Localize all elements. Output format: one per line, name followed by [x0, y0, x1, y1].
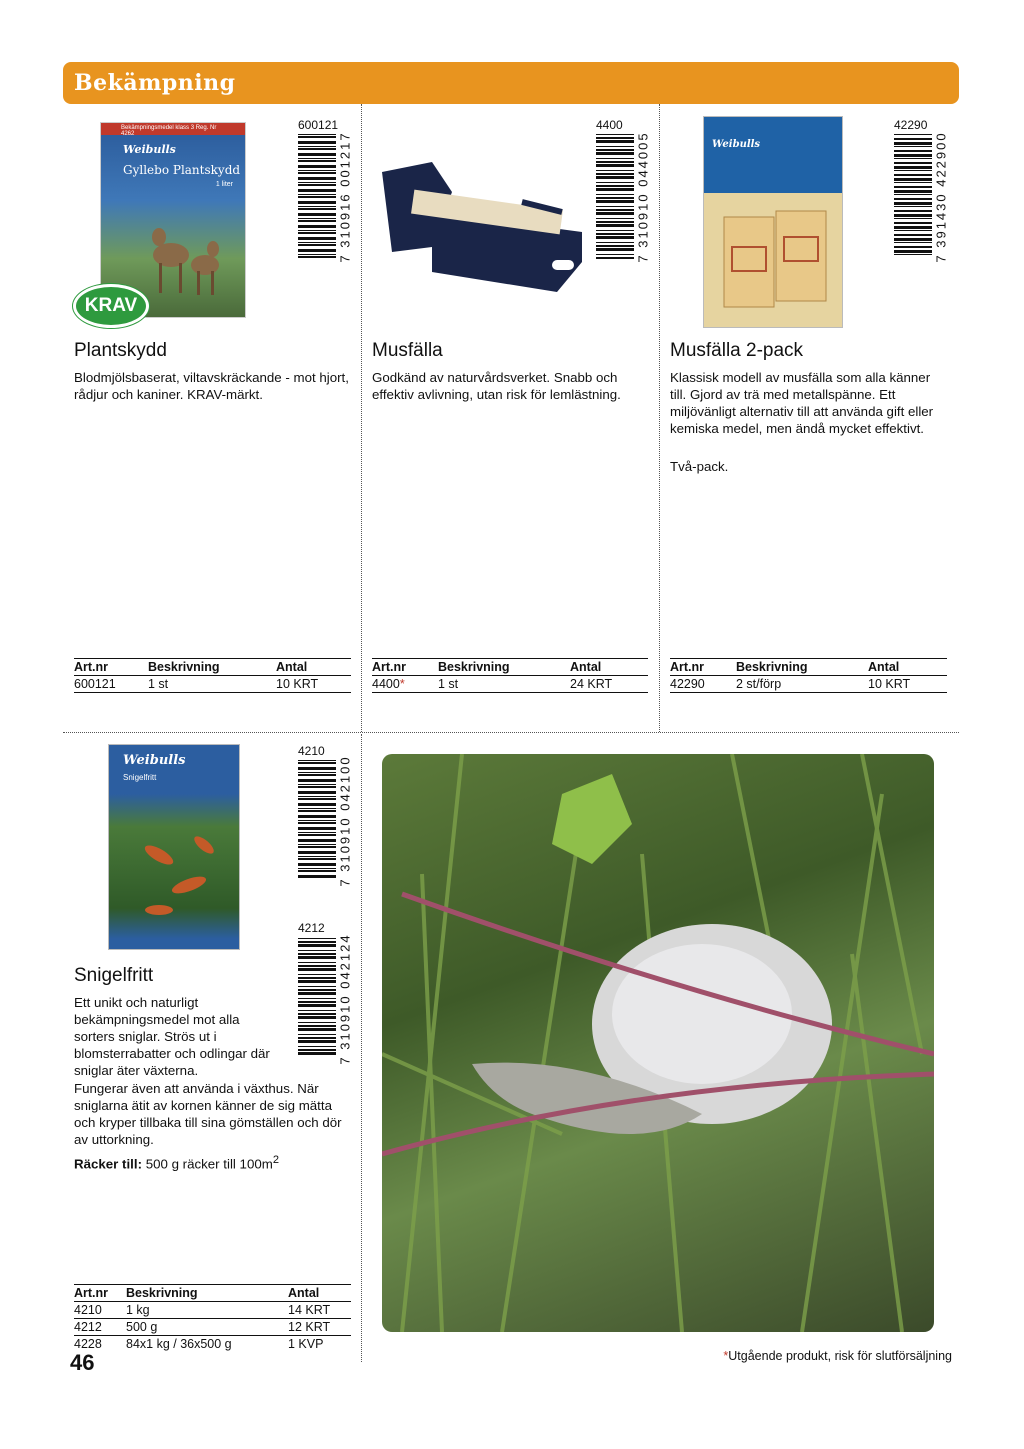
barcode-line	[298, 165, 336, 168]
barcode-line	[596, 164, 634, 167]
barcode-line	[298, 822, 336, 824]
barcode-line	[596, 182, 634, 183]
barcode-line	[298, 256, 336, 258]
barcode-line	[298, 791, 336, 794]
barcode-line	[298, 832, 336, 833]
coverage-label: Räcker till:	[74, 1156, 142, 1172]
barcode-line	[298, 230, 336, 231]
barcode-line	[298, 820, 336, 821]
deer-illustration	[141, 215, 231, 305]
barcode-line	[298, 856, 336, 857]
barcode-line	[596, 137, 634, 139]
barcode-line	[894, 250, 932, 253]
barcode-line	[298, 213, 336, 216]
barcode-line	[298, 254, 336, 255]
barcode	[894, 131, 950, 263]
cell-artnr: 600121	[74, 676, 148, 693]
header-antal: Antal	[570, 659, 648, 676]
wooden-traps-illustration	[718, 207, 830, 319]
barcode-digits: 7 310910 042124	[337, 933, 353, 1065]
barcode-line	[298, 225, 336, 228]
barcode-line	[298, 1025, 336, 1027]
barcode-line	[596, 221, 634, 223]
barcode-line	[298, 839, 336, 842]
barcode-line	[298, 844, 336, 845]
barcode-line	[298, 232, 336, 234]
barcode-line	[596, 224, 634, 227]
barcode-digits: 7 310910 042100	[337, 755, 353, 887]
barcode-line	[298, 868, 336, 869]
barcode-line	[894, 202, 932, 205]
barcode-line	[298, 998, 336, 999]
barcode-line	[298, 772, 336, 773]
row-divider	[63, 732, 959, 733]
cell-antal: 10 KRT	[276, 676, 351, 693]
product-description: Ett unikt och naturligt bekämpningsmedel mot alla sorters sniglar. Strös ut i blomsterrabatter och odlingar där sniglar äter växterna.	[74, 995, 270, 1078]
barcode-line	[298, 1028, 336, 1031]
header-antal: Antal	[276, 659, 351, 676]
barcode-digits: 7 391430 422900	[933, 131, 949, 263]
barcode-bars	[298, 134, 336, 260]
header-antal: Antal	[288, 1285, 351, 1302]
barcode-line	[596, 212, 634, 215]
barcode-line	[298, 158, 336, 159]
barcode-line	[298, 798, 336, 800]
cell-artnr: 4210	[74, 1302, 126, 1319]
barcode-line	[298, 237, 336, 240]
barcode-line	[298, 827, 336, 830]
barcode-bars	[894, 134, 932, 260]
barcode-line	[596, 152, 634, 155]
package-name: Snigelfritt	[123, 773, 157, 782]
cell-artnr: 4228	[74, 1337, 102, 1352]
barcode-line	[298, 941, 336, 943]
barcode-line	[894, 146, 932, 147]
product-description: Godkänd av naturvårdsverket. Snabb och effektiv avlivning, utan risk för lemlästning.	[372, 370, 621, 402]
barcode-bars	[298, 938, 336, 1060]
product-title: Musfälla	[372, 340, 443, 361]
product-description-extra: Två-pack.	[670, 459, 729, 474]
barcode-line	[596, 146, 634, 147]
barcode-line	[298, 1049, 336, 1051]
package-volume: 1 liter	[215, 181, 233, 188]
table-row	[74, 1319, 351, 1336]
barcode-line	[298, 189, 336, 192]
barcode-line	[596, 218, 634, 219]
cell-antal: 1 KVP	[288, 1337, 324, 1352]
barcode-line	[894, 242, 932, 243]
coverage-superscript: 2	[272, 1154, 279, 1166]
barcode-line	[298, 834, 336, 836]
barcode-line	[298, 1001, 336, 1003]
barcode-bars	[596, 134, 634, 260]
coverage-text: 500 g räcker till 100m	[145, 1156, 273, 1172]
barcode-line	[298, 153, 336, 156]
barcode-line	[298, 182, 336, 183]
barcode-line	[298, 220, 336, 222]
barcode-line	[298, 870, 336, 872]
table-row	[74, 1336, 351, 1353]
barcode-line	[298, 1040, 336, 1043]
barcode-line	[298, 242, 336, 243]
barcode-line	[596, 257, 634, 259]
barcode-line	[894, 162, 932, 164]
cell-antal: 14 KRT	[288, 1302, 351, 1319]
barcode-line	[298, 810, 336, 812]
slugs-illustration	[119, 815, 229, 935]
barcode-line	[894, 158, 932, 159]
product-description: Klassisk modell av musfälla som alla känner till. Gjord av trä med metallspänne. Ett miljövänligt alternativ till att använda gift eller kemiska medel, men ändå mycket effektivt.	[670, 370, 934, 436]
barcode-line	[298, 762, 336, 764]
cell-beskrivning: 1 st	[438, 676, 570, 693]
mousetrap-2pack-product-image	[703, 116, 843, 328]
barcode-line	[298, 1022, 336, 1023]
barcode-line	[298, 968, 336, 971]
barcode-digits: 7 310910 044005	[635, 131, 651, 263]
barcode-line	[596, 200, 634, 203]
brand-logo: Weibulls	[123, 143, 176, 156]
barcode-line	[298, 1034, 336, 1035]
barcode-line	[298, 1004, 336, 1007]
barcode-line	[298, 974, 336, 975]
barcode-line	[596, 197, 634, 199]
barcode-line	[596, 230, 634, 231]
barcode-line	[894, 206, 932, 207]
barcode-line	[596, 236, 634, 239]
barcode-bars	[298, 760, 336, 882]
barcode-line	[298, 218, 336, 219]
barcode-line	[298, 1052, 336, 1055]
barcode-line	[298, 177, 336, 180]
barcode-line	[596, 173, 634, 175]
cell-beskrivning: 2 st/förp	[736, 676, 868, 693]
page-number: 46	[70, 1350, 95, 1375]
cell-antal: 10 KRT	[868, 676, 947, 693]
barcode-line	[894, 174, 932, 176]
barcode-line	[894, 238, 932, 241]
coverage-info	[74, 1152, 354, 1172]
header-beskrivning: Beskrivning	[438, 659, 570, 676]
barcode-line	[298, 784, 336, 785]
barcode-line	[298, 194, 336, 195]
sku-label: 42290	[894, 118, 928, 132]
section-title: Bekämpning	[74, 70, 236, 96]
barcode-line	[596, 170, 634, 171]
barcode-line	[596, 194, 634, 195]
barcode-line	[298, 148, 336, 150]
barcode-line	[298, 938, 336, 939]
barcode-line	[298, 950, 336, 951]
cell-beskrivning: 1 st	[148, 676, 276, 693]
header-artnr: Art.nr	[74, 1285, 126, 1302]
barcode-line	[298, 858, 336, 860]
cell-artnr: 42290	[670, 676, 736, 693]
barcode-line	[596, 161, 634, 163]
discontinued-asterisk: *	[399, 677, 405, 691]
barcode-line	[298, 206, 336, 207]
barcode-line	[894, 194, 932, 195]
barcode-line	[298, 1010, 336, 1011]
header-beskrivning: Beskrivning	[148, 659, 276, 676]
barcode-line	[298, 986, 336, 987]
cell-beskrivning: 84x1 kg / 36x500 g	[126, 1337, 232, 1352]
barcode-line	[298, 136, 336, 138]
barcode-line	[298, 851, 336, 854]
header-antal: Antal	[868, 659, 947, 676]
barcode-line	[894, 166, 932, 169]
product-title: Snigelfritt	[74, 965, 154, 986]
barcode-line	[298, 796, 336, 797]
article-table	[670, 658, 947, 693]
barcode-line	[298, 249, 336, 252]
barcode-line	[298, 160, 336, 162]
cell-artnr: 4212	[74, 1319, 126, 1336]
barcode-line	[298, 760, 336, 761]
barcode-line	[596, 209, 634, 211]
header-beskrivning: Beskrivning	[736, 659, 868, 676]
package-name: Gyllebo Plantskydd	[123, 163, 241, 177]
barcode-line	[894, 218, 932, 219]
barcode-line	[894, 178, 932, 181]
barcode	[298, 755, 354, 887]
barcode-line	[298, 208, 336, 210]
barcode-line	[298, 779, 336, 782]
barcode-line	[596, 242, 634, 243]
snigelfritt-product-image	[108, 744, 240, 950]
barcode-line	[894, 134, 932, 135]
barcode-line	[596, 140, 634, 143]
barcode-line	[298, 956, 336, 959]
barcode-line	[894, 214, 932, 217]
cell-beskrivning: 500 g	[126, 1319, 288, 1336]
cell-artnr: 4400*	[372, 676, 438, 693]
brand-logo: Weibulls	[123, 753, 186, 768]
barcode-line	[298, 170, 336, 171]
barcode	[298, 131, 354, 263]
barcode-line	[298, 808, 336, 809]
barcode-line	[298, 786, 336, 788]
barcode-line	[298, 146, 336, 147]
barcode-line	[298, 201, 336, 204]
barcode-line	[298, 992, 336, 995]
barcode-line	[894, 138, 932, 140]
barcode-line	[596, 248, 634, 251]
sku-label: 4212	[298, 921, 325, 935]
sku-label: 4400	[596, 118, 623, 132]
cell-antal: 24 KRT	[570, 676, 648, 693]
header-artnr: Art.nr	[372, 659, 438, 676]
barcode-line	[894, 150, 932, 152]
barcode-line	[596, 176, 634, 179]
footnote-text: Utgående produkt, risk för slutförsäljning	[728, 1349, 952, 1363]
barcode-line	[298, 962, 336, 963]
article-table	[74, 658, 351, 693]
barcode-line	[298, 989, 336, 991]
sku-label: 4210	[298, 744, 325, 758]
barcode-line	[298, 875, 336, 878]
table-row	[74, 1302, 351, 1319]
barcode-line	[596, 245, 634, 247]
barcode-line	[298, 944, 336, 947]
barcode-line	[894, 246, 932, 248]
header-artnr: Art.nr	[670, 659, 736, 676]
barcode-line	[298, 1013, 336, 1015]
barcode-line	[894, 226, 932, 229]
barcode-line	[894, 170, 932, 171]
barcode-line	[596, 185, 634, 187]
barcode-line	[298, 815, 336, 818]
product-title: Musfälla 2-pack	[670, 340, 804, 361]
barcode-line	[596, 134, 634, 135]
column-divider-3	[361, 734, 362, 1362]
barcode-line	[894, 210, 932, 212]
barcode-line	[298, 846, 336, 848]
barcode-line	[894, 182, 932, 183]
barcode-line	[298, 1037, 336, 1039]
mousetrap-product-image	[372, 152, 584, 292]
barcode-line	[596, 233, 634, 235]
snail-photo	[382, 754, 934, 1332]
sku-label: 600121	[298, 118, 339, 132]
krav-logo: KRAV	[73, 284, 149, 328]
brand-logo: Weibulls	[712, 139, 761, 150]
table-row	[74, 676, 351, 693]
barcode-line	[298, 863, 336, 866]
footnote-asterisk: *	[723, 1349, 729, 1363]
barcode-line	[894, 222, 932, 224]
footnote	[723, 1349, 952, 1363]
barcode-line	[298, 953, 336, 955]
cell-antal: 12 KRT	[288, 1319, 351, 1336]
barcode-line	[298, 172, 336, 174]
product-description-extra: Fungerar även att använda i växthus. När sniglarna ätit av kornen känner de sig mätta och kryper tillbaka till sina gömställen och dör av uttorkning.	[74, 1081, 342, 1147]
article-table	[372, 658, 648, 693]
column-divider-1	[361, 104, 362, 732]
barcode-line	[894, 230, 932, 231]
barcode-line	[298, 803, 336, 806]
barcode-line	[596, 158, 634, 159]
barcode-line	[596, 206, 634, 207]
table-row	[670, 676, 947, 693]
barcode-line	[298, 1046, 336, 1047]
barcode-line	[298, 184, 336, 186]
snail-illustration	[382, 754, 934, 1332]
barcode-line	[298, 134, 336, 135]
article-table	[74, 1284, 351, 1353]
barcode-digits: 7 310916 001217	[337, 131, 353, 263]
cell-beskrivning: 1 kg	[126, 1302, 288, 1319]
header-beskrivning: Beskrivning	[126, 1285, 288, 1302]
product-title: Plantskydd	[74, 340, 167, 361]
product-description: Blodmjölsbaserat, viltavskräckande - mot hjort, rådjur och kaniner. KRAV-märkt.	[74, 370, 349, 402]
barcode-line	[298, 774, 336, 776]
barcode-line	[596, 188, 634, 191]
column-divider-2	[659, 104, 660, 732]
table-row	[372, 676, 648, 693]
barcode-line	[894, 254, 932, 255]
barcode-line	[894, 198, 932, 200]
barcode-line	[894, 190, 932, 193]
barcode-line	[894, 142, 932, 145]
barcode-line	[298, 1016, 336, 1019]
barcode-line	[596, 149, 634, 151]
header-artnr: Art.nr	[74, 659, 148, 676]
barcode-line	[298, 965, 336, 967]
registration-strip: Bekämpningsmedel klass 3 Reg. Nr 4262	[101, 123, 245, 135]
barcode-line	[298, 767, 336, 770]
barcode-line	[894, 234, 932, 236]
barcode-line	[298, 196, 336, 198]
barcode-line	[894, 186, 932, 188]
barcode	[596, 131, 652, 263]
barcode-line	[596, 254, 634, 255]
barcode	[298, 933, 354, 1065]
barcode-line	[298, 244, 336, 246]
barcode-line	[298, 977, 336, 979]
barcode-line	[298, 980, 336, 983]
barcode-line	[298, 141, 336, 144]
barcode-line	[894, 154, 932, 157]
